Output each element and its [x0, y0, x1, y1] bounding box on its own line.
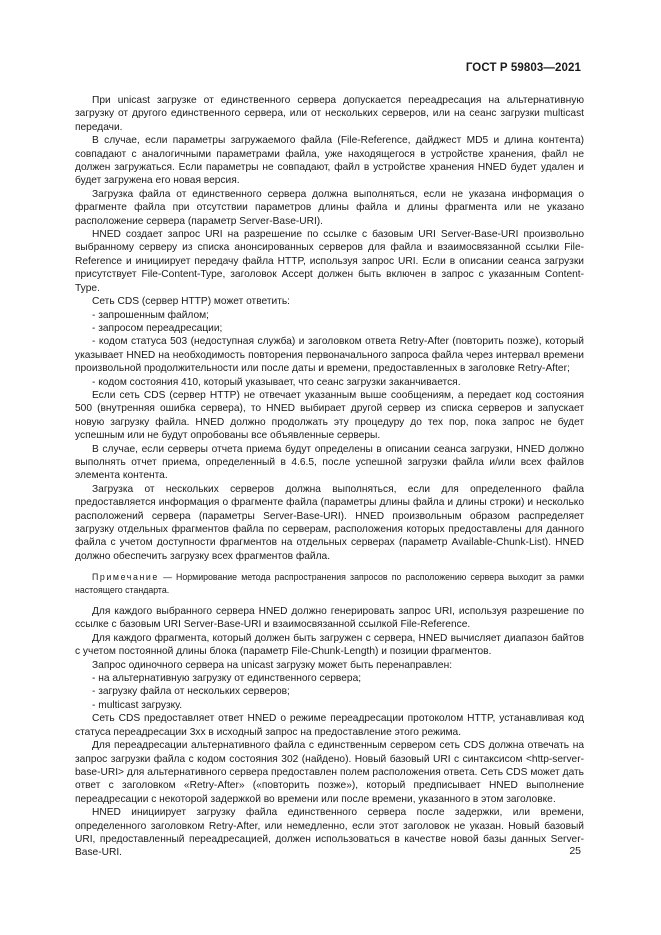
paragraph: HNED создает запрос URI на разрешение по ссылке с базовым URI Server-Base-URI произвольно выбранному серверу из списка анонсированных серверов для файла и взаимосвязанной ссылки File-Reference и инициирует передачу файла HTTP, используя запрос URI. Если в описании сеанса загрузки присутствует File-Content-Type, заголовок Accept должен быть включен в запрос с указанным Content-Type.	[75, 229, 584, 294]
page-number: 25	[569, 845, 581, 857]
list-item: - кодом статуса 503 (недоступная служба) и заголовком ответа Retry-After (повторить позже), который указывает HNED на необходимость повторения первоначального запроса файла через интервал времени произвольной продолжительности или после даты и времени, предоставленных в заголовке Retry-After;	[75, 336, 584, 375]
note	[75, 571, 584, 596]
paragraph: Сеть CDS (сервер HTTP) может ответить:	[92, 296, 291, 308]
paragraph: Загрузка файла от единственного сервера должна выполняться, если не указана информация о фрагменте файла при отсутствии параметров длины файла и длины фрагмента или не указано расположение сервера (параметр Server-Base-URI).	[75, 188, 584, 227]
paragraph: Для каждого выбранного сервера HNED должно генерировать запрос URI, используя разрешение по ссылке с базовым URI Server-Base-URI и взаимосвязанной ссылкой File-Reference.	[75, 606, 584, 631]
paragraph: В случае, если серверы отчета приема будут определены в описании сеанса загрузки, HNED должно выполнять отчет приема, определенный в 4.6.5, после успешной загрузки файла и/или всех файлов элемента контента.	[75, 443, 584, 482]
paragraph: При unicast загрузке от единственного сервера допускается переадресация на альтернативную загрузку от другого единственного сервера, или от нескольких серверов, или на сеанс загрузки multicast передачи.	[75, 95, 584, 133]
list-item: - запрошенным файлом;	[92, 309, 209, 321]
paragraph: Запрос одиночного сервера на unicast загрузку может быть перенаправлен:	[92, 659, 453, 671]
list-item: - multicast загрузку.	[92, 699, 183, 711]
note-text: — Нормирование метода распространения запросов по расположению сервера выходит за рамки настоящего стандарта.	[75, 572, 584, 595]
paragraph: Загрузка от нескольких серверов должна выполняться, если для определенного файла предоставляется информация о фрагменте файла (параметры длины файла и длины строки) и несколько расположений сервера (параметры Server-Base-URI). HNED произвольным образом распределяет загрузку отдельных фрагментов файла по серверам, расположения которых предоставлены для данного файла с учетом доступности фрагментов на отдельных серверах (параметр Available-Chunk-List). HNED должно обеспечить загрузку всех фрагментов файла.	[75, 483, 584, 562]
list-item: - кодом состояния 410, который указывает, что сеанс загрузки заканчивается.	[92, 376, 461, 388]
paragraph: В случае, если параметры загружаемого файла (File-Reference, дайджест MD5 и длина контента) совпадают с аналогичными параметрами файла, уже находящегося в устройстве хранения, файл не должен загружаться. Если параметры не совпадают, файл в устройстве хранения HNED будет удален и будет загружена его новая версия.	[75, 135, 584, 187]
list-item: - на альтернативную загрузку от единственного сервера;	[92, 673, 362, 685]
list-item: - загрузку файла от нескольких серверов;	[92, 686, 290, 698]
note-label: Примечание	[92, 572, 159, 583]
paragraph: Сеть CDS предоставляет ответ HNED о режиме переадресации протоколом HTTP, устанавливая код статуса переадресации 3xx в исходный запрос на предоставление этого режима.	[75, 713, 584, 738]
document-header: ГОСТ Р 59803—2021	[465, 62, 581, 74]
paragraph: Для каждого фрагмента, который должен быть загружен с сервера, HNED вычисляет диапазон байтов с учетом постоянной длины блока (параметр File-Chunk-Length) и позиции фрагментов.	[75, 632, 584, 658]
paragraph: Если сеть CDS (сервер HTTP) не отвечает указанным выше сообщениям, а передает код состояния 500 (внутренняя ошибка сервера), то HNED выбирает другой сервер из списка серверов и запускает новую загрузку файла. HNED должно продолжать эту процедуру до тех пор, пока запрос не будет успешным или не будут опробованы все объявленные серверы.	[75, 389, 584, 442]
paragraph: Для переадресации альтернативного файла с единственным сервером сеть CDS должна отвечать на запрос загрузки файла с кодом состояния 302 (найдено). Новый базовый URI с синтаксисом <http-server-base-URI> для альтернативного сервера предоставлен полем расположения ответа. Сеть CDS может дать ответ с заголовком «Retry-After» («повторить позже»), который предписывает HNED выполнение переадресации с некоторой задержкой во времени или после времени, указанного в этом заголовке.	[75, 740, 584, 805]
document-body	[75, 94, 584, 860]
list-item: - запросом переадресации;	[92, 322, 223, 334]
paragraph: HNED инициирует загрузку файла единственного сервера после задержки, или времени, определенного заголовком Retry-After, или немедленно, если этот заголовок не указан. Новый базовый URI, предоставленный переадресацией, должен использоваться в качестве новой базы данных Server-Base-URI.	[75, 807, 584, 859]
